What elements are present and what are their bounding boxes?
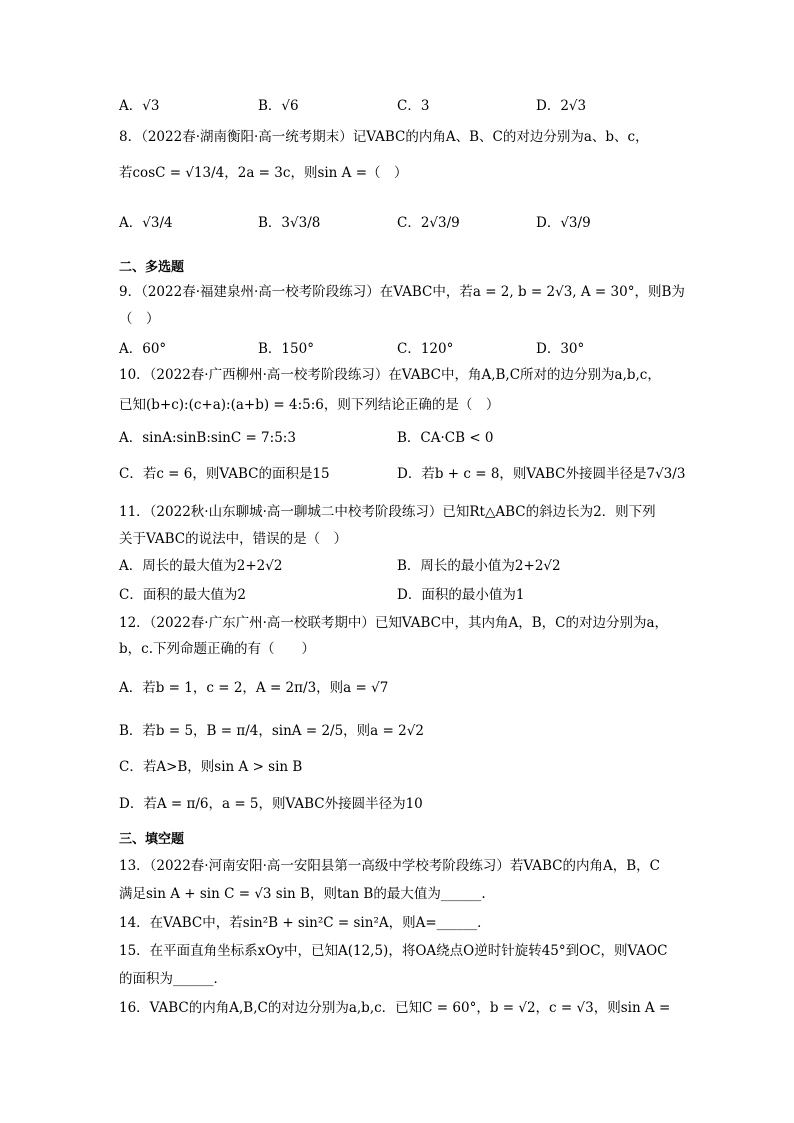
section-title-multi-choice: 二、多选题 <box>119 260 185 275</box>
q10-option-c: C．若c = 6，则VABC的面积是15 <box>119 466 330 482</box>
q11-line2: 关于VABC的说法中，错误的是（ ） <box>119 531 348 547</box>
q8-option-c: C．2√3/9 <box>397 215 460 231</box>
q15-line1: 15．在平面直角坐标系xOy中，已知A(12,5)，将OA绕点O逆时针旋转45°到OC，则VAOC <box>119 943 668 959</box>
q12-option-c: C．若A>B，则sin A > sin B <box>119 759 303 775</box>
q12-option-b: B．若b = 5，B = π/4，sinA = 2/5，则a = 2√2 <box>119 723 424 739</box>
q10-option-a: A．sinA:sinB:sinC = 7:5:3 <box>119 430 296 446</box>
q8-option-b: B．3√3/8 <box>258 215 321 231</box>
q8-option-a: A．√3/4 <box>119 215 173 231</box>
q11-option-d: D．面积的最小值为1 <box>397 587 525 603</box>
q9-option-d: D．30° <box>536 341 585 357</box>
q11-option-b: B．周长的最小值为2+2√2 <box>397 558 561 574</box>
q7-option-d: D．2√3 <box>536 98 587 114</box>
q12-line2: b，c.下列命题正确的有（ ） <box>119 641 315 657</box>
q9-line1: 9．（2022春·福建泉州·高一校考阶段练习）在VABC中，若a = 2, b = 2√3, A = 30°，则B为 <box>119 284 685 300</box>
q12-option-d: D．若A = π/6，a = 5，则VABC外接圆半径为10 <box>119 796 423 812</box>
q8-option-d: D．√3/9 <box>536 215 591 231</box>
q9-option-a: A．60° <box>119 341 167 357</box>
q8-line2: 若cosC = √13/4，2a = 3c，则sin A =（ ） <box>119 165 408 181</box>
q14-line: 14．在VABC中，若sin²B + sin²C = sin²A，则A=______． <box>119 915 491 931</box>
q7-option-c: C．3 <box>397 98 430 114</box>
q12-option-a: A．若b = 1，c = 2，A = 2π/3，则a = √7 <box>119 680 389 696</box>
q10-option-d: D．若b + c = 8，则VABC外接圆半径是7√3/3 <box>397 466 686 482</box>
q7-option-a: A．√3 <box>119 98 160 114</box>
q7-option-b: B．√6 <box>258 98 299 114</box>
q8-line1: 8．（2022春·湖南衡阳·高一统考期末）记VABC的内角A、B、C的对边分别为a、b、c， <box>119 129 649 145</box>
q13-line1: 13．（2022春·河南安阳·高一安阳县第一高级中学校考阶段练习）若VABC的内角A，B，C <box>119 858 660 874</box>
q9-option-c: C．120° <box>397 341 454 357</box>
q13-line2: 满足sin A + sin C = √3 sin B，则tan B的最大值为______. <box>119 886 486 902</box>
q9-line2: （ ） <box>119 311 160 327</box>
q10-line1: 10．（2022春·广西柳州·高一校考阶段练习）在VABC中，角A,B,C所对的边分别为a,b,c， <box>119 367 661 383</box>
q10-line2: 已知(b+c):(c+a):(a+b) = 4:5:6，则下列结论正确的是（ ） <box>119 397 500 413</box>
q16-line: 16．VABC的内角A,B,C的对边分别为a,b,c．已知C = 60°，b = √2，c = √3，则sin A = <box>119 1000 671 1016</box>
q11-line1: 11．（2022秋·山东聊城·高一聊城二中校考阶段练习）已知Rt△ABC的斜边长为2．则下列 <box>119 504 656 520</box>
q11-option-a: A．周长的最大值为2+2√2 <box>119 558 283 574</box>
section-title-fill-in: 三、填空题 <box>119 832 185 847</box>
q12-line1: 12．（2022春·广东广州·高一校联考期中）已知VABC中，其内角A，B，C的对边分别为a， <box>119 615 668 631</box>
q11-option-c: C．面积的最大值为2 <box>119 587 246 603</box>
q15-line2: 的面积为______． <box>119 971 227 987</box>
q10-option-b: B．CA·CB < 0 <box>397 430 494 446</box>
q9-option-b: B．150° <box>258 341 314 357</box>
